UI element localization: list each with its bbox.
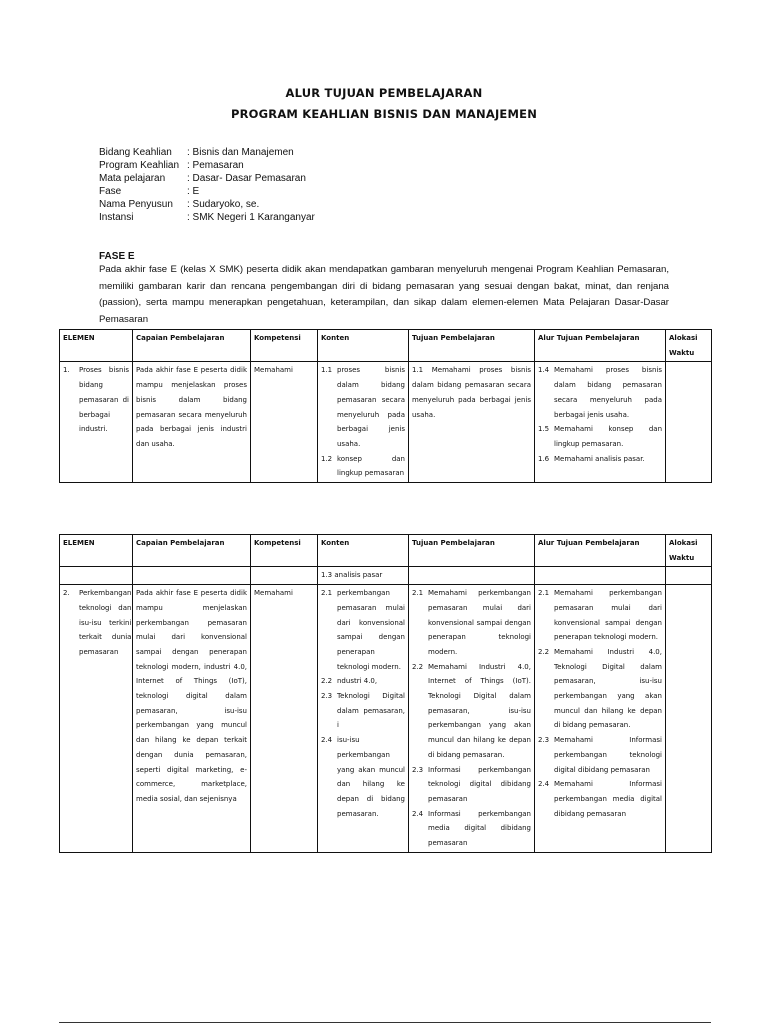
- cell-konten: [318, 362, 409, 483]
- item-number: 2.4: [412, 809, 424, 818]
- header-elemen: ELEMEN: [60, 330, 133, 362]
- item-number: 2.1: [412, 589, 424, 598]
- header-konten: Konten: [318, 535, 409, 567]
- item-number: 1.6: [538, 454, 550, 463]
- fase-description: Pada akhir fase E (kelas X SMK) peserta didik akan mendapatkan gambaran menyeluruh mengenai Program Keahlian Pemasaran, memiliki gambaran karir dan rencana pengembangan diri di bidang pemasaran yang sesuai dengan bakat, minat, dan renjana (passion), serta mampu menerapkan pengetahuan, keterampilan, dan sikap dalam elemen-elemen Mata Pelajaran Dasar-Dasar Pemasaran: [99, 264, 669, 325]
- cell-elemen: [60, 585, 133, 853]
- header-alur: Alur Tujuan Pembelajaran: [535, 330, 666, 362]
- table-row: [60, 585, 712, 853]
- alur-item: Memahami Informasi perkembangan media digital dibidang pemasaran: [554, 780, 662, 818]
- alur-item: Memahami proses bisnis dalam bidang pemasaran secara menyeluruh pada berbagai jenis usaha.: [554, 366, 662, 419]
- header-tujuan: Tujuan Pembelajaran: [409, 330, 535, 362]
- tujuan-item: Informasi perkembangan teknologi digital dibidang pemasaran: [428, 765, 531, 803]
- konten-item: konsep dan lingkup pemasaran: [337, 454, 405, 478]
- document-title: ALUR TUJUAN PEMBELAJARAN: [285, 86, 483, 100]
- meta-row-bidang: [99, 146, 315, 159]
- item-number: 2.3: [538, 736, 550, 745]
- meta-label: Nama Penyusun: [99, 199, 173, 210]
- table-header-row: [60, 535, 712, 567]
- document-subtitle: PROGRAM KEAHLIAN BISNIS DAN MANAJEMEN: [230, 107, 538, 121]
- elemen-text: Proses bisnis bidang pemasaran di berbagai industri.: [79, 366, 129, 434]
- header-kompetensi: Kompetensi: [251, 535, 318, 567]
- tujuan-item: Informasi perkembangan media digital dibidang pemasaran: [428, 809, 531, 848]
- konten-item: isu-isu perkembangan yang akan muncul dan hilang ke depan di bidang pemasaran.: [337, 736, 405, 818]
- item-number: 2.1: [538, 589, 550, 598]
- meta-label: Mata pelajaran: [99, 173, 166, 184]
- konten-item: proses bisnis dalam bidang pemasaran secara menyeluruh pada berbagai jenis usaha.: [337, 366, 405, 448]
- cell-tujuan: [409, 585, 535, 853]
- tujuan-item: Memahami Industri 4.0, Internet of Things (IoT). Teknologi Digital dalam pemasaran, isu-isu perkembangan yang akan muncul dan hilang ke depan di bidang pemasaran.: [428, 662, 531, 759]
- item-number: 1.5: [538, 425, 550, 434]
- cell-capaian: Pada akhir fase E peserta didik mampu menjelaskan proses bisnis dalam bidang pemasaran secara menyeluruh pada berbagai jenis industri dan usaha.: [133, 362, 251, 483]
- meta-label: Program Keahlian: [99, 160, 180, 171]
- meta-label: Instansi: [99, 212, 134, 223]
- table-header-row: [60, 330, 712, 362]
- item-number: 2.4: [538, 780, 550, 789]
- cell-capaian: Pada akhir fase E peserta didik mampu menjelaskan perkembangan pemasaran mulai dari konvensional sampai dengan penerapan teknologi modern, industri 4.0, Internet of Things (IoT), teknologi digital dalam pemasaran, isu-isu perkembangan yang muncul dan hilang ke depan terkait dengan dunia pemasaran, seperti digital marketing, e- commerce, marketplace, media sosial, dan sejenisnya: [133, 585, 251, 853]
- identity-block: [99, 146, 315, 224]
- item-number: 2.2: [321, 677, 333, 686]
- curriculum-table-2: [59, 534, 712, 853]
- cell-tujuan: 1.1 Memahami proses bisnis dalam bidang pemasaran secara menyeluruh pada berbagai jenis usaha.: [409, 362, 535, 483]
- konten-item: perkembangan pemasaran mulai dari konvensional sampai dengan penerapan teknologi modern.: [337, 589, 405, 671]
- item-number: 1.: [63, 366, 70, 375]
- meta-row-program: [99, 159, 315, 172]
- alur-item: Memahami perkembangan pemasaran mulai dari konvensional sampai dengan penerapan teknologi modern.: [554, 589, 662, 642]
- meta-row-fase: [99, 185, 315, 198]
- meta-label: Bidang Keahlian: [99, 147, 172, 158]
- meta-row-instansi: [99, 211, 315, 224]
- meta-row-penyusun: [99, 198, 315, 211]
- item-number: 2.4: [321, 736, 333, 745]
- cell-alokasi: [666, 362, 712, 483]
- item-number: 1.4: [538, 366, 550, 375]
- header-konten: Konten: [318, 330, 409, 362]
- item-number: 2.3: [321, 692, 333, 701]
- elemen-text: Perkembangan teknologi dan isu-isu terkini terkait dunia pemasaran: [79, 589, 132, 656]
- konten-item: ndustri 4.0,: [337, 677, 378, 686]
- meta-row-mapel: [99, 172, 315, 185]
- alur-item: Memahami Industri 4.0, Teknologi Digital dalam pemasaran, isu-isu perkembangan yang akan muncul dan hilang ke depan di bidang pemasaran.: [554, 647, 662, 730]
- footer-divider: [59, 1022, 711, 1023]
- fase-heading: FASE E: [99, 251, 135, 262]
- table-row: [60, 362, 712, 483]
- item-number: 2.3: [412, 765, 424, 774]
- item-number: 1.2: [321, 454, 333, 463]
- cell-alur: [535, 585, 666, 853]
- header-tujuan: Tujuan Pembelajaran: [409, 535, 535, 567]
- tujuan-item: Memahami perkembangan pemasaran mulai dari konvensional sampai dengan penerapan teknologi modern.: [428, 589, 531, 656]
- meta-value: : Pemasaran: [187, 160, 244, 171]
- meta-value: : Sudaryoko, se.: [187, 199, 260, 210]
- curriculum-table-1: [59, 329, 712, 483]
- item-number: 2.2: [538, 647, 550, 656]
- item-number: 1.1: [321, 366, 333, 375]
- header-alur: Alur Tujuan Pembelajaran: [535, 535, 666, 567]
- item-number: 2.1: [321, 589, 333, 598]
- cell-alur: [535, 362, 666, 483]
- header-alokasi: Alokasi Waktu: [666, 535, 712, 567]
- header-capaian: Capaian Pembelajaran: [133, 535, 251, 567]
- cell-konten: 1.3 analisis pasar: [318, 567, 409, 585]
- item-number: 2.: [63, 589, 70, 598]
- meta-value: : Dasar- Dasar Pemasaran: [187, 173, 306, 184]
- header-kompetensi: Kompetensi: [251, 330, 318, 362]
- meta-value: : SMK Negeri 1 Karanganyar: [187, 212, 315, 223]
- meta-value: : E: [187, 186, 200, 197]
- table-row-continuation: [60, 567, 712, 585]
- konten-item: Teknologi Digital dalam pemasaran, i: [337, 692, 405, 730]
- cell-kompetensi: Memahami: [251, 585, 318, 853]
- cell-konten: [318, 585, 409, 853]
- alur-item: Memahami Informasi perkembangan teknologi digital dibidang pemasaran: [554, 736, 662, 774]
- cell-kompetensi: Memahami: [251, 362, 318, 483]
- item-number: 2.2: [412, 662, 424, 671]
- alur-item: Memahami analisis pasar.: [554, 454, 645, 463]
- cell-alokasi: [666, 585, 712, 853]
- alur-item: Memahami konsep dan lingkup pemasaran.: [554, 425, 662, 448]
- cell-elemen: [60, 362, 133, 483]
- header-capaian: Capaian Pembelajaran: [133, 330, 251, 362]
- meta-label: Fase: [99, 186, 122, 197]
- header-alokasi: Alokasi Waktu: [666, 330, 712, 362]
- meta-value: : Bisnis dan Manajemen: [187, 147, 294, 158]
- header-elemen: ELEMEN: [60, 535, 133, 567]
